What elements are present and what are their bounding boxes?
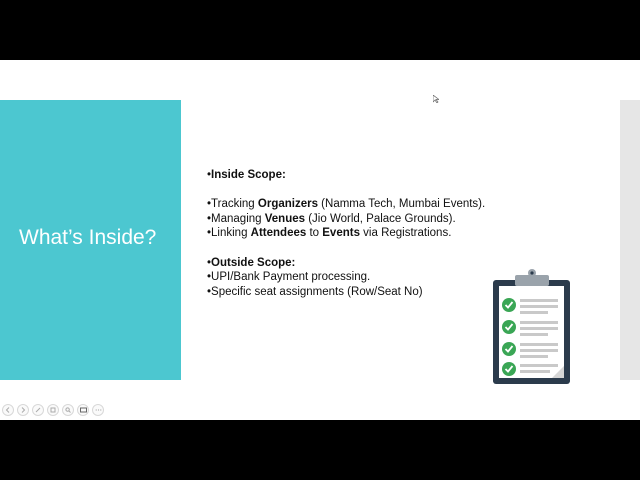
presenter-toolbar [2, 404, 104, 416]
slide [0, 60, 640, 420]
prev-icon[interactable] [2, 404, 14, 416]
checklist-clipboard-icon [490, 268, 574, 391]
outside-scope-heading: •Outside Scope: [207, 256, 296, 269]
list-item: •Managing Venues (Jio World, Palace Grounds). [207, 212, 456, 225]
list-item: •Tracking Organizers (Namma Tech, Mumbai Events). [207, 198, 486, 211]
subtitles-icon[interactable] [77, 404, 89, 416]
next-icon[interactable] [17, 404, 29, 416]
slides-icon[interactable] [47, 404, 59, 416]
slide-title: What’s Inside? [19, 226, 157, 249]
more-icon[interactable] [92, 404, 104, 416]
zoom-icon[interactable] [62, 404, 74, 416]
list-item: •Specific seat assignments (Row/Seat No) [207, 285, 423, 298]
inside-scope-heading: •Inside Scope: [207, 169, 286, 181]
right-strip [620, 100, 640, 380]
slide-content [207, 168, 485, 299]
pen-icon[interactable] [32, 404, 44, 416]
list-item: •Linking Attendees to Events via Registrations. [207, 227, 452, 240]
title-panel [0, 100, 181, 380]
list-item: •UPI/Bank Payment processing. [207, 271, 371, 284]
